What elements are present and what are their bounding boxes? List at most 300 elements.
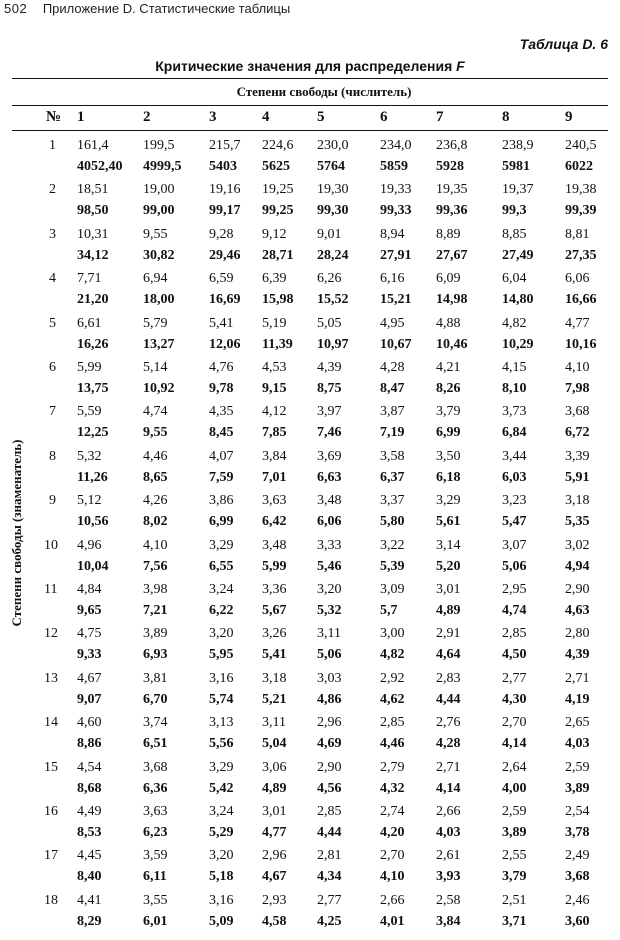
value-cell: 13,75 xyxy=(77,381,109,396)
row-line-05 xyxy=(0,713,620,735)
row-line-01 xyxy=(0,867,620,889)
table-row xyxy=(0,491,620,535)
value-cell: 2,66 xyxy=(380,892,405,908)
value-cell: 2,55 xyxy=(502,848,527,864)
value-cell: 4,28 xyxy=(436,736,461,752)
value-cell: 4,34 xyxy=(317,869,342,885)
value-cell: 10,92 xyxy=(143,381,175,396)
table-row xyxy=(0,136,620,180)
value-cell: 3,16 xyxy=(209,670,234,686)
value-cell: 3,33 xyxy=(317,537,342,553)
value-cell: 99,00 xyxy=(143,203,175,219)
value-cell: 5,39 xyxy=(380,558,405,574)
row-line-05 xyxy=(0,758,620,780)
column-header-9: 9 xyxy=(565,109,573,125)
value-cell: 4,62 xyxy=(380,691,405,707)
value-cell: 4,00 xyxy=(502,780,527,796)
value-cell: 8,47 xyxy=(380,381,405,396)
row-line-05 xyxy=(0,580,620,602)
value-cell: 2,85 xyxy=(317,804,342,819)
value-cell: 2,59 xyxy=(502,804,527,819)
value-cell: 3,63 xyxy=(143,804,168,819)
value-cell: 5,32 xyxy=(317,603,342,618)
column-header-2: 2 xyxy=(143,109,151,125)
value-cell: 6,84 xyxy=(502,425,527,441)
value-cell: 3,11 xyxy=(317,626,341,642)
value-cell: 5,59 xyxy=(77,404,102,420)
value-cell: 2,49 xyxy=(565,848,590,864)
value-cell: 3,78 xyxy=(565,825,590,840)
value-cell: 7,56 xyxy=(143,558,168,574)
value-cell: 7,19 xyxy=(380,425,405,441)
table-row xyxy=(0,624,620,668)
value-cell: 16,69 xyxy=(209,292,241,308)
value-cell: 4,28 xyxy=(380,360,405,375)
value-cell: 2,90 xyxy=(317,759,342,775)
value-cell: 8,85 xyxy=(502,226,527,242)
value-cell: 18,00 xyxy=(143,292,175,308)
value-cell: 234,0 xyxy=(380,138,412,153)
row-line-05 xyxy=(0,358,620,380)
value-cell: 3,59 xyxy=(143,848,168,864)
table-row xyxy=(0,669,620,713)
value-cell: 2,91 xyxy=(436,626,461,642)
value-cell: 5,99 xyxy=(262,558,287,574)
value-cell: 4,77 xyxy=(565,315,590,331)
table-row xyxy=(0,402,620,446)
value-cell: 4,95 xyxy=(380,315,405,331)
value-cell: 3,50 xyxy=(436,448,461,464)
value-cell: 5,35 xyxy=(565,514,590,530)
value-cell: 5,12 xyxy=(77,493,102,509)
table-row xyxy=(0,269,620,313)
value-cell: 11,39 xyxy=(262,336,293,352)
value-cell: 9,33 xyxy=(77,647,102,663)
value-cell: 3,02 xyxy=(565,537,590,553)
value-cell: 27,67 xyxy=(436,247,468,263)
value-cell: 7,71 xyxy=(77,271,102,287)
value-cell: 3,71 xyxy=(502,913,527,929)
row-line-05 xyxy=(0,402,620,424)
value-cell: 34,12 xyxy=(77,247,109,263)
value-cell: 3,20 xyxy=(317,582,342,597)
value-cell: 2,70 xyxy=(380,848,405,864)
value-cell: 4,76 xyxy=(209,360,234,375)
value-cell: 19,38 xyxy=(565,182,597,198)
table-label: Таблица D. 6 xyxy=(519,36,608,52)
value-cell: 3,23 xyxy=(502,493,527,509)
value-cell: 4,89 xyxy=(262,780,287,796)
value-cell: 9,07 xyxy=(77,691,102,707)
table-top-rule xyxy=(12,78,608,79)
value-cell: 3,89 xyxy=(565,780,590,796)
value-cell: 14,80 xyxy=(502,292,534,308)
value-cell: 8,40 xyxy=(77,869,102,885)
value-cell: 4,19 xyxy=(565,691,590,707)
value-cell: 4,10 xyxy=(143,537,168,553)
table-body xyxy=(0,136,620,936)
value-cell: 3,89 xyxy=(502,825,527,840)
value-cell: 3,44 xyxy=(502,448,527,464)
column-header-5: 5 xyxy=(317,109,325,125)
value-cell: 6,03 xyxy=(502,469,527,485)
value-cell: 5764 xyxy=(317,159,345,174)
value-cell: 3,03 xyxy=(317,670,342,686)
value-cell: 5,09 xyxy=(209,913,234,929)
value-cell: 6,70 xyxy=(143,691,168,707)
value-cell: 9,15 xyxy=(262,381,287,396)
value-cell: 5,32 xyxy=(77,448,102,464)
value-cell: 2,59 xyxy=(565,759,590,775)
column-header-8: 8 xyxy=(502,109,510,125)
value-cell: 8,89 xyxy=(436,226,461,242)
value-cell: 3,97 xyxy=(317,404,342,420)
value-cell: 6,55 xyxy=(209,558,234,574)
value-cell: 4,46 xyxy=(143,448,168,464)
running-head-text: Приложение D. Статистические таблицы xyxy=(42,1,291,16)
value-cell: 19,33 xyxy=(380,182,412,198)
row-line-05 xyxy=(0,802,620,824)
row-df-number: 16 xyxy=(44,804,58,819)
value-cell: 4,74 xyxy=(502,603,527,618)
value-cell: 4,03 xyxy=(436,825,461,840)
value-cell: 19,30 xyxy=(317,182,349,198)
value-cell: 99,25 xyxy=(262,203,294,219)
value-cell: 2,65 xyxy=(565,715,590,731)
row-line-01 xyxy=(0,690,620,712)
value-cell: 3,84 xyxy=(262,448,287,464)
row-line-05 xyxy=(0,491,620,513)
value-cell: 3,63 xyxy=(262,493,287,509)
table-row xyxy=(0,358,620,402)
row-line-05 xyxy=(0,624,620,646)
value-cell: 4,54 xyxy=(77,759,102,775)
value-cell: 5,19 xyxy=(262,315,287,331)
value-cell: 12,25 xyxy=(77,425,109,441)
row-line-01 xyxy=(0,734,620,756)
row-line-05 xyxy=(0,180,620,202)
value-cell: 6,16 xyxy=(380,271,405,287)
row-stub-label: Степени свободы (знаменатель) xyxy=(9,439,24,627)
value-cell: 6,01 xyxy=(143,913,168,929)
value-cell: 5,41 xyxy=(209,315,234,331)
value-cell: 3,79 xyxy=(502,869,527,885)
value-cell: 7,98 xyxy=(565,381,590,396)
value-cell: 4,20 xyxy=(380,825,405,840)
value-cell: 18,51 xyxy=(77,182,109,198)
row-df-number: 12 xyxy=(44,626,58,642)
value-cell: 3,55 xyxy=(143,892,168,908)
value-cell: 4,96 xyxy=(77,537,102,553)
value-cell: 5625 xyxy=(262,159,290,174)
value-cell: 99,33 xyxy=(380,203,412,219)
value-cell: 5,91 xyxy=(565,469,590,485)
row-df-number: 3 xyxy=(49,226,56,242)
value-cell: 240,5 xyxy=(565,138,597,153)
value-cell: 8,94 xyxy=(380,226,405,242)
value-cell: 3,68 xyxy=(565,404,590,420)
row-line-01 xyxy=(0,601,620,623)
value-cell: 3,09 xyxy=(380,582,405,597)
value-cell: 5,14 xyxy=(143,360,168,375)
value-cell: 3,48 xyxy=(317,493,342,509)
value-cell: 4,35 xyxy=(209,404,234,420)
value-cell: 4,44 xyxy=(317,825,342,840)
value-cell: 3,87 xyxy=(380,404,405,420)
value-cell: 27,35 xyxy=(565,247,597,263)
value-cell: 3,73 xyxy=(502,404,527,420)
value-cell: 3,24 xyxy=(209,804,234,819)
column-header-no: № xyxy=(46,109,62,125)
row-df-number: 5 xyxy=(49,315,56,331)
page-number: 502 xyxy=(4,1,28,16)
value-cell: 8,81 xyxy=(565,226,590,242)
value-cell: 5981 xyxy=(502,159,530,174)
value-cell: 224,6 xyxy=(262,138,294,153)
value-cell: 2,54 xyxy=(565,804,590,819)
column-spanner-heading: Степени свободы (числитель) xyxy=(236,84,412,99)
value-cell: 10,16 xyxy=(565,336,597,352)
value-cell: 99,3 xyxy=(502,203,527,219)
value-cell: 21,20 xyxy=(77,292,109,308)
column-header-7: 7 xyxy=(436,109,444,125)
row-line-05 xyxy=(0,669,620,691)
value-cell: 4,39 xyxy=(565,647,590,663)
value-cell: 5,95 xyxy=(209,647,234,663)
value-cell: 3,29 xyxy=(209,759,234,775)
value-cell: 5928 xyxy=(436,159,464,174)
value-cell: 4,03 xyxy=(565,736,590,752)
value-cell: 29,46 xyxy=(209,247,241,263)
value-cell: 3,84 xyxy=(436,913,461,929)
value-cell: 6,42 xyxy=(262,514,287,530)
value-cell: 4,25 xyxy=(317,913,342,929)
value-cell: 19,37 xyxy=(502,182,534,198)
value-cell: 10,56 xyxy=(77,514,109,530)
running-head xyxy=(4,1,290,16)
value-cell: 3,20 xyxy=(209,626,234,642)
value-cell: 98,50 xyxy=(77,203,109,219)
value-cell: 28,24 xyxy=(317,247,349,263)
value-cell: 2,51 xyxy=(502,892,527,908)
row-df-number: 7 xyxy=(49,404,56,420)
value-cell: 6,63 xyxy=(317,469,342,485)
table-title: Критические значения для распределения F xyxy=(155,58,465,74)
value-cell: 10,04 xyxy=(77,558,109,574)
value-cell: 5,47 xyxy=(502,514,527,530)
row-line-01 xyxy=(0,423,620,445)
value-cell: 4,82 xyxy=(502,315,527,331)
column-header-1: 1 xyxy=(77,109,85,125)
table-row xyxy=(0,758,620,802)
value-cell: 5,05 xyxy=(317,315,342,331)
value-cell: 3,18 xyxy=(565,493,590,509)
value-cell: 3,26 xyxy=(262,626,287,642)
value-cell: 230,0 xyxy=(317,138,349,153)
value-cell: 6,94 xyxy=(143,271,168,287)
value-cell: 4,30 xyxy=(502,691,527,707)
value-cell: 6,18 xyxy=(436,469,461,485)
value-cell: 14,98 xyxy=(436,292,468,308)
value-cell: 4,32 xyxy=(380,780,405,796)
value-cell: 15,98 xyxy=(262,292,294,308)
value-cell: 4,50 xyxy=(502,647,527,663)
value-cell: 5,80 xyxy=(380,514,405,530)
value-cell: 6,11 xyxy=(143,869,167,885)
table-row xyxy=(0,713,620,757)
value-cell: 3,36 xyxy=(262,582,287,597)
value-cell: 4,77 xyxy=(262,825,287,840)
value-cell: 8,45 xyxy=(209,425,234,441)
value-cell: 2,96 xyxy=(317,715,342,731)
value-cell: 2,61 xyxy=(436,848,461,864)
value-cell: 4,94 xyxy=(565,558,590,574)
value-cell: 99,17 xyxy=(209,203,241,219)
value-cell: 9,12 xyxy=(262,226,287,242)
value-cell: 2,66 xyxy=(436,804,461,819)
value-cell: 5,74 xyxy=(209,691,234,707)
value-cell: 10,97 xyxy=(317,336,349,352)
value-cell: 4,14 xyxy=(502,736,527,752)
value-cell: 3,24 xyxy=(209,582,234,597)
value-cell: 3,29 xyxy=(436,493,461,509)
value-cell: 6,36 xyxy=(143,780,168,796)
value-cell: 161,4 xyxy=(77,138,109,153)
row-line-01 xyxy=(0,335,620,357)
value-cell: 9,55 xyxy=(143,425,168,441)
row-df-number: 10 xyxy=(44,537,58,553)
column-header-row xyxy=(0,107,620,129)
value-cell: 2,71 xyxy=(436,759,461,775)
value-cell: 2,58 xyxy=(436,892,461,908)
value-cell: 2,46 xyxy=(565,892,590,908)
value-cell: 2,77 xyxy=(317,892,342,908)
value-cell: 4052,40 xyxy=(77,159,123,174)
value-cell: 6,93 xyxy=(143,647,168,663)
row-line-01 xyxy=(0,201,620,223)
value-cell: 4,60 xyxy=(77,715,102,731)
value-cell: 5,29 xyxy=(209,825,234,840)
value-cell: 4,07 xyxy=(209,448,234,464)
value-cell: 4,21 xyxy=(436,360,461,375)
value-cell: 19,00 xyxy=(143,182,175,198)
value-cell: 4,84 xyxy=(77,582,102,597)
value-cell: 4,56 xyxy=(317,780,342,796)
row-df-number: 1 xyxy=(49,138,56,153)
value-cell: 4,88 xyxy=(436,315,461,331)
row-df-number: 4 xyxy=(49,271,56,287)
value-cell: 3,86 xyxy=(209,493,234,509)
value-cell: 6022 xyxy=(565,159,593,174)
value-cell: 9,78 xyxy=(209,381,234,396)
row-df-number: 8 xyxy=(49,448,56,464)
row-df-number: 13 xyxy=(44,670,58,686)
value-cell: 7,01 xyxy=(262,469,287,485)
value-cell: 4,67 xyxy=(77,670,102,686)
value-cell: 8,26 xyxy=(436,381,461,396)
value-cell: 3,69 xyxy=(317,448,342,464)
value-cell: 4,41 xyxy=(77,892,102,908)
row-line-01 xyxy=(0,912,620,934)
value-cell: 3,01 xyxy=(262,804,287,819)
row-df-number: 15 xyxy=(44,759,58,775)
value-cell: 8,75 xyxy=(317,381,342,396)
value-cell: 3,01 xyxy=(436,582,461,597)
value-cell: 6,99 xyxy=(209,514,234,530)
value-cell: 3,13 xyxy=(209,715,234,731)
value-cell: 3,20 xyxy=(209,848,234,864)
value-cell: 8,29 xyxy=(77,913,102,929)
value-cell: 3,93 xyxy=(436,869,461,885)
value-cell: 5,20 xyxy=(436,558,461,574)
value-cell: 9,28 xyxy=(209,226,234,242)
value-cell: 2,83 xyxy=(436,670,461,686)
value-cell: 3,60 xyxy=(565,913,590,929)
value-cell: 27,49 xyxy=(502,247,534,263)
value-cell: 10,31 xyxy=(77,226,109,242)
value-cell: 27,91 xyxy=(380,247,412,263)
value-cell: 2,79 xyxy=(380,759,405,775)
value-cell: 13,27 xyxy=(143,336,175,352)
value-cell: 4,12 xyxy=(262,404,287,420)
column-header-6: 6 xyxy=(380,109,388,125)
value-cell: 5,7 xyxy=(380,603,398,618)
value-cell: 5,99 xyxy=(77,360,102,375)
value-cell: 5,67 xyxy=(262,603,287,618)
value-cell: 15,52 xyxy=(317,292,349,308)
value-cell: 4,58 xyxy=(262,913,287,929)
table-row xyxy=(0,536,620,580)
value-cell: 4,46 xyxy=(380,736,405,752)
value-cell: 2,64 xyxy=(502,759,527,775)
row-df-number: 14 xyxy=(44,715,58,731)
value-cell: 6,51 xyxy=(143,736,168,752)
value-cell: 4,26 xyxy=(143,493,168,509)
value-cell: 236,8 xyxy=(436,138,468,153)
row-line-05 xyxy=(0,846,620,868)
value-cell: 3,89 xyxy=(143,626,168,642)
value-cell: 10,29 xyxy=(502,336,534,352)
row-df-number: 2 xyxy=(49,182,56,198)
value-cell: 3,14 xyxy=(436,537,461,553)
value-cell: 238,9 xyxy=(502,138,534,153)
value-cell: 11,26 xyxy=(77,469,108,485)
title-variable-f: F xyxy=(456,58,465,74)
value-cell: 4,39 xyxy=(317,360,342,375)
row-line-01 xyxy=(0,823,620,845)
table-row xyxy=(0,846,620,890)
value-cell: 6,09 xyxy=(436,271,461,287)
value-cell: 3,37 xyxy=(380,493,405,509)
value-cell: 2,77 xyxy=(502,670,527,686)
value-cell: 6,06 xyxy=(565,271,590,287)
value-cell: 3,48 xyxy=(262,537,287,553)
value-cell: 3,06 xyxy=(262,759,287,775)
value-cell: 7,59 xyxy=(209,469,234,485)
value-cell: 19,25 xyxy=(262,182,294,198)
value-cell: 3,07 xyxy=(502,537,527,553)
row-df-number: 9 xyxy=(49,493,56,509)
table-row xyxy=(0,891,620,935)
value-cell: 4,10 xyxy=(565,360,590,375)
table-row xyxy=(0,802,620,846)
value-cell: 2,80 xyxy=(565,626,590,642)
value-cell: 6,61 xyxy=(77,315,102,331)
value-cell: 6,04 xyxy=(502,271,527,287)
spanner-rule xyxy=(12,105,608,106)
value-cell: 5,06 xyxy=(502,558,527,574)
value-cell: 99,30 xyxy=(317,203,349,219)
